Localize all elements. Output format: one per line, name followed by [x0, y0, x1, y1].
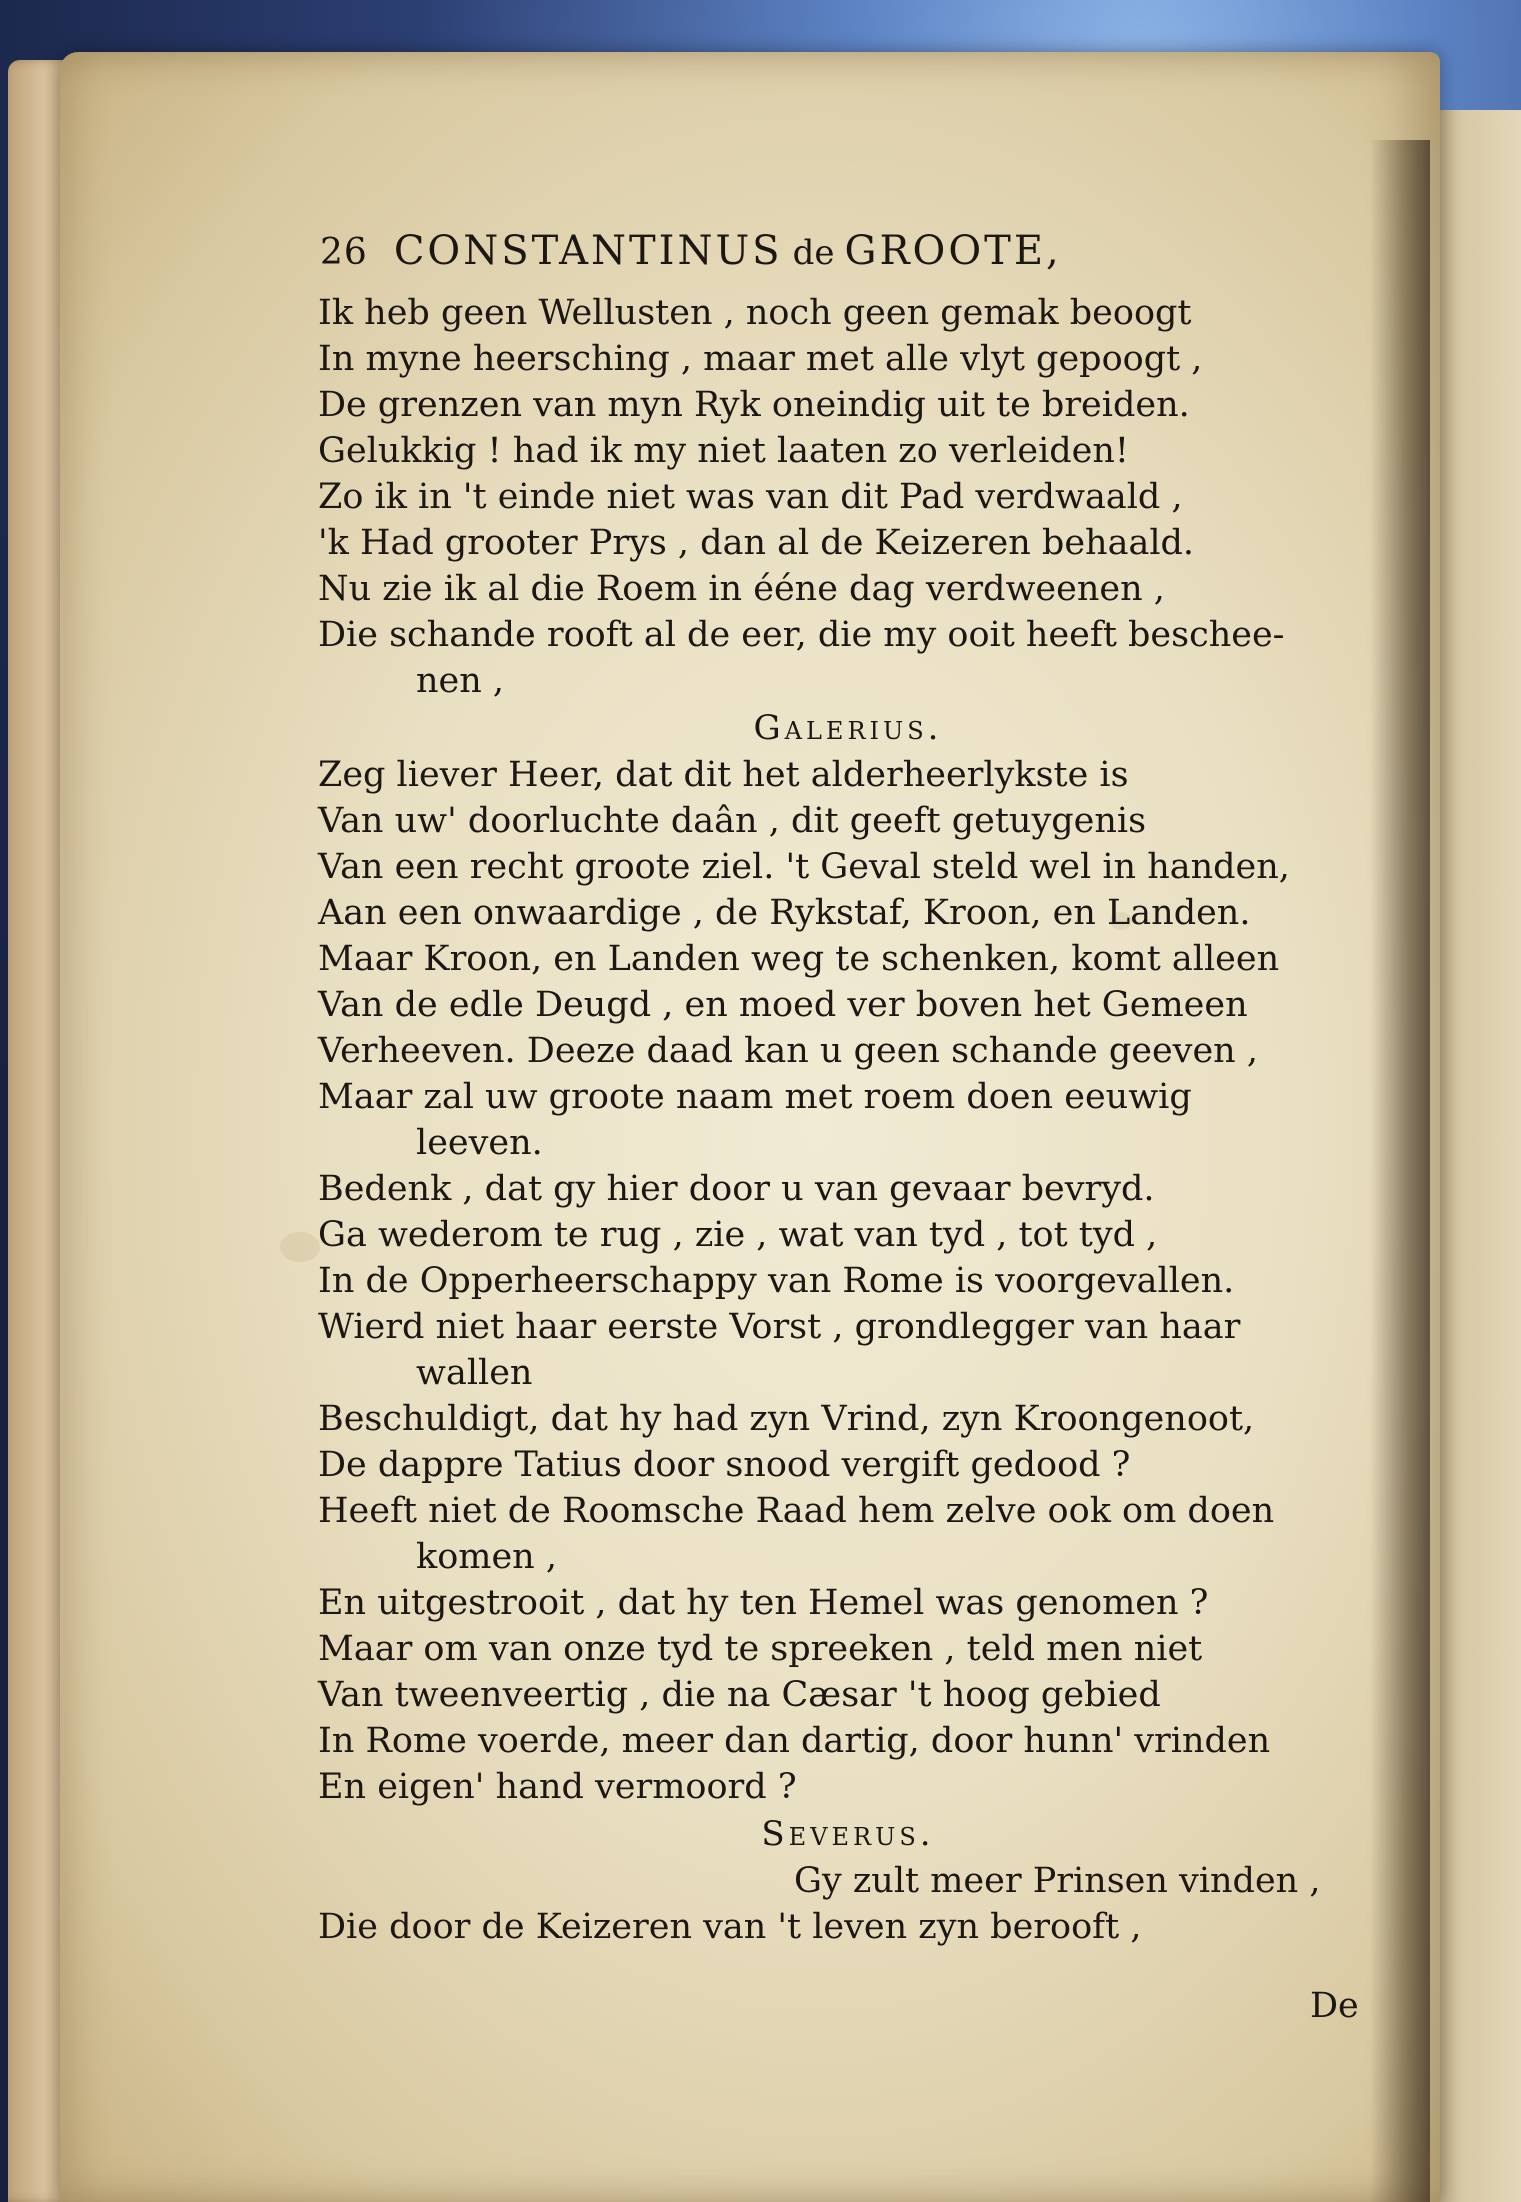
verse-line: In Rome voerde, meer dan dartig, door hunn' vrinden	[318, 1721, 1271, 1761]
verse-line: Ga wederom te rug , zie , wat van tyd , tot tyd ,	[318, 1215, 1158, 1255]
verse-line: Maar om van onze tyd te spreeken , teld men niet	[318, 1629, 1203, 1669]
header-title-part-2: de	[792, 233, 835, 273]
speaker-heading: Severus.	[761, 1814, 935, 1854]
verse-line: Verheeven. Deeze daad kan u geen schande geeven ,	[318, 1031, 1258, 1071]
header-title-part-3: GROOTE,	[844, 228, 1062, 274]
verse-line: Die schande rooft al de eer, die my ooit heeft bescheе-	[318, 615, 1285, 655]
verse-line: leeven.	[416, 1123, 543, 1163]
verse-line: Gelukkig ! had ik my niet laaten zo verleiden!	[318, 431, 1129, 471]
verse-line: Aan een onwaardige , de Rykstaf, Kroon, en Landen.	[318, 893, 1251, 933]
verse-line: Heeft niet de Roomsche Raad hem zelve ook om doen	[318, 1491, 1275, 1531]
page-number: 26	[320, 232, 368, 273]
verse-line: Van een recht groote ziel. 't Geval steld wel in handen,	[318, 847, 1290, 887]
verse-line: De dappre Tatius door snood vergift gedood ?	[318, 1445, 1131, 1485]
verse-line: In myne heersching , maar met alle vlyt gepoogt ,	[318, 339, 1203, 379]
gutter-shadow	[1370, 140, 1430, 2202]
verse-line: Gy zult meer Prinsen vinden ,	[794, 1861, 1321, 1901]
verse-line: Beschuldigt, dat hy had zyn Vrind, zyn Kroongenoot,	[318, 1399, 1255, 1439]
verse-block-3	[318, 1858, 1378, 1950]
catchword: De	[1310, 1986, 1359, 2026]
verse-block-2	[318, 752, 1378, 1810]
verse-line: En eigen' hand vermoord ?	[318, 1767, 797, 1807]
page-stain	[280, 1232, 320, 1262]
verse-line: Wierd niet haar eerste Vorst , grondlegger van haar	[318, 1307, 1241, 1347]
verse-line: wallen	[416, 1353, 533, 1393]
verse-line: Ik heb geen Wellusten , noch geen gemak beoogt	[318, 293, 1192, 333]
speaker-heading: Galerius.	[753, 708, 943, 748]
verse-block-1	[318, 290, 1378, 704]
verse-line: komen ,	[416, 1537, 557, 1577]
verse-line: De grenzen van myn Ryk oneindig uit te breiden.	[318, 385, 1190, 425]
verse-line: Van tweenveertig , die na Cæsar 't hoog gebied	[318, 1675, 1161, 1715]
running-header	[320, 228, 1378, 290]
verse-line: Van uw' doorluchte daân , dit geeft getuygenis	[318, 801, 1147, 841]
verse-line: Maar zal uw groote naam met roem doen eeuwig	[318, 1077, 1192, 1117]
verse-line: Bedenk , dat gy hier door u van gevaar bevryd.	[318, 1169, 1155, 1209]
verse-line: Zo ik in 't einde niet was van dit Pad verdwaald ,	[318, 477, 1183, 517]
verse-line: Zeg liever Heer, dat dit het alderheerlykste is	[318, 755, 1129, 795]
verse-line: nen ,	[416, 661, 505, 701]
verse-line: In de Opperheerschappy van Rome is voorgevallen.	[318, 1261, 1235, 1301]
verse-line: En uitgestrooit , dat hy ten Hemel was genomen ?	[318, 1583, 1209, 1623]
verse-line: Die door de Keizeren van 't leven zyn berooft ,	[318, 1907, 1142, 1947]
verse-line: Nu zie ik al die Roem in ééne dag verdweenen ,	[318, 569, 1165, 609]
verse-line: Maar Kroon, en Landen weg te schenken, komt alleen	[318, 939, 1280, 979]
verse-line: Van de edle Deugd , en moed ver boven het Gemeen	[318, 985, 1248, 1025]
page-text	[318, 228, 1378, 1950]
header-title-part-1: CONSTANTINUS	[393, 228, 783, 274]
verse-line: 'k Had grooter Prys , dan al de Keizeren behaald.	[318, 523, 1195, 563]
